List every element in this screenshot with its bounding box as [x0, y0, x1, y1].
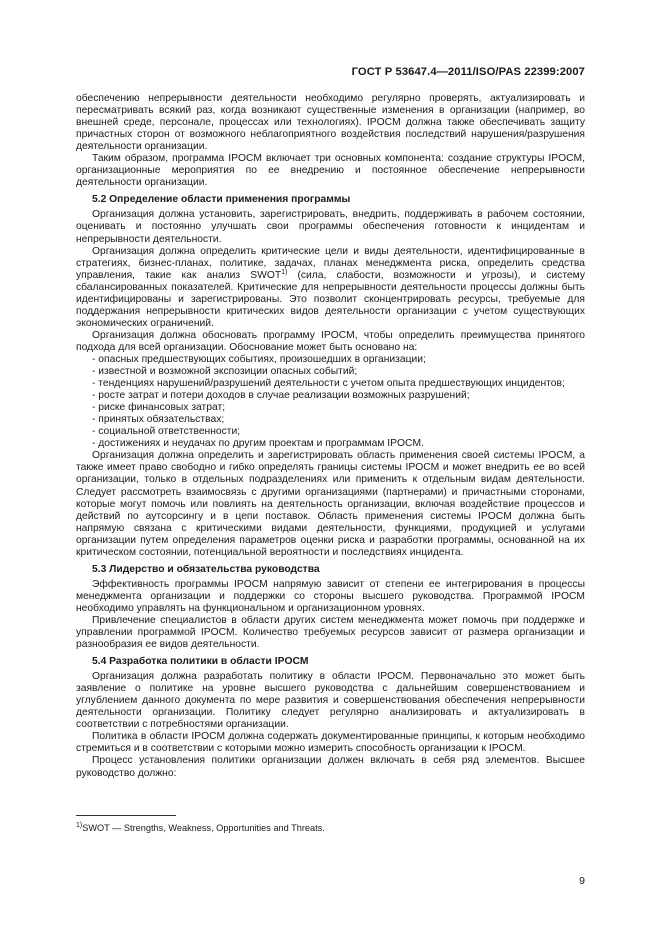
footnote-divider	[76, 815, 176, 816]
list-item: - росте затрат и потери доходов в случае реализации возможных разрушений;	[92, 390, 470, 402]
section-heading-5-3: 5.3 Лидерство и обязательства руководства	[92, 563, 320, 575]
paragraph-text: Организация должна определить критические цели и виды деятельности, идентифицированные в стратегиях, бизнес-планах, политике, задачах, планах менеджмента риска, определить средства управления, такие как анализ SWOT	[76, 245, 585, 281]
section-5-2-paragraph-4: Организация должна определить и зарегистрировать область применения своей системы IPOCM, а также имеет право свободно и гибко определять границы системы IPOCM и может внедрить ее во всей организации, только в отдельных подразделениях или применить к отдельным видам деятельности. Следует рассмотреть взаимосвязь с другими организациями (партнерами) и причастными сторонами, которые могут помочь или повлиять на деятельность организации, включая воздействие процессов и действий по аутсорсингу и в цепи поставок. Область применения системы IPOCM должна быть напрямую связана с критическими видами деятельности, функциями, продукцией и услугами организации путем определения параметров оценки риска и разработки программы, основанной на их критическом состоянии, потенциальной вероятности и последствиях инцидента.	[76, 450, 585, 558]
section-heading-5-4: 5.4 Разработка политики в области IPOCM	[92, 656, 309, 668]
section-heading-5-2: 5.2 Определение области применения программы	[92, 194, 351, 206]
page-number: 9	[579, 875, 585, 887]
footnote-marker: 1)	[76, 822, 83, 829]
list-item: - опасных предшествующих событиях, произошедших в организации;	[92, 353, 426, 365]
section-5-4-paragraph-3: Процесс установления политики организации должен включать в себя ряд элементов. Высшее руководство должно:	[76, 755, 585, 779]
section-5-2-paragraph-1: Организация должна установить, зарегистрировать, внедрить, поддерживать в рабочем состоянии, оценивать и постоянно улучшать свои программы обеспечения готовности к инцидентам и непрерывности деятельности.	[76, 209, 585, 245]
section-5-2-paragraph-3: Организация должна обосновать программу IPOCM, чтобы определить преимущества принятого подхода для всей организации. Обоснование может быть основано на:	[76, 329, 585, 353]
section-5-4-paragraph-2: Политика в области IPOCM должна содержать документированные принципы, к которым необходимо стремиться и в соответствии с которыми можно измерить способность организации к IPOCM.	[76, 731, 585, 755]
list-item: - принятых обязательствах;	[92, 414, 225, 426]
section-5-2-paragraph-2	[76, 246, 585, 330]
section-5-4-paragraph-1: Организация должна разработать политику в области IPOCM. Первоначально это может быть заявление о политике на уровне высшего руководства с дальнейшим совершенствованием и углублением данного документа по мере развития и совершенствования обеспечения непрерывности деятельности организации. Политику следует регулярно анализировать и актуализировать в соответствии с потребностями организации.	[76, 671, 585, 731]
standard-header: ГОСТ Р 53647.4—2011/ISO/PAS 22399:2007	[351, 66, 585, 78]
document-body	[76, 93, 585, 780]
footnote	[76, 823, 325, 833]
list-item: - риске финансовых затрат;	[92, 402, 226, 414]
intro-paragraph-2: Таким образом, программа IPOCM включает три основных компонента: создание структуры IPOCM, организационные мероприятия по ее внедрению и постоянное обеспечение непрерывности деятельности организации.	[76, 153, 585, 189]
section-5-3-paragraph-1: Эффективность программы IPOCM напрямую зависит от степени ее интегрирования в процессы менеджмента организации и поддержки со стороны высшего руководства. Программой IPOCM необходимо управлять на функциональном и организационном уровнях.	[76, 578, 585, 614]
list-item: - тенденциях нарушений/разрушений деятельности с учетом опыта предшествующих инцидентов;	[92, 378, 565, 390]
list-item: - достижениях и неудачах по другим проектам и программам IPOCM.	[92, 438, 424, 450]
paragraph-text: (сила, слабости, возможности и угрозы), и систему сбалансированных показателей. Критические для непрерывности деятельности процессы должны быть идентифицированы и зарегистрированы. Это позволит сконцентрировать ресурсы, требуемые для поддержания непрерывности критических видов деятельности организации с учетом существующих экономических ограничений.	[76, 269, 585, 329]
section-5-3-paragraph-2: Привлечение специалистов в области других систем менеджмента может помочь при поддержке и управлении программой IPOCM. Количество требуемых ресурсов зависит от размера организации и разнообразия ее видов деятельности.	[76, 614, 585, 651]
footnote-reference: 1)	[281, 268, 288, 276]
intro-paragraph-1: обеспечению непрерывности деятельности необходимо регулярно проверять, актуализировать и пересматривать всякий раз, когда возникают существенные изменения в организации (например, во внешней среде, персонале, процессах или технологиях). IPOCM должна также обеспечивать защиту причастных сторон от возможного неблагоприятного воздействия последствий нарушения/разрушения деятельности организации.	[76, 93, 585, 153]
footnote-text: SWOT — Strengths, Weakness, Opportunities and Threats.	[82, 823, 325, 833]
list-item: - известной и возможной экспозиции опасных событий;	[92, 366, 358, 378]
list-item: - социальной ответственности;	[92, 426, 241, 438]
